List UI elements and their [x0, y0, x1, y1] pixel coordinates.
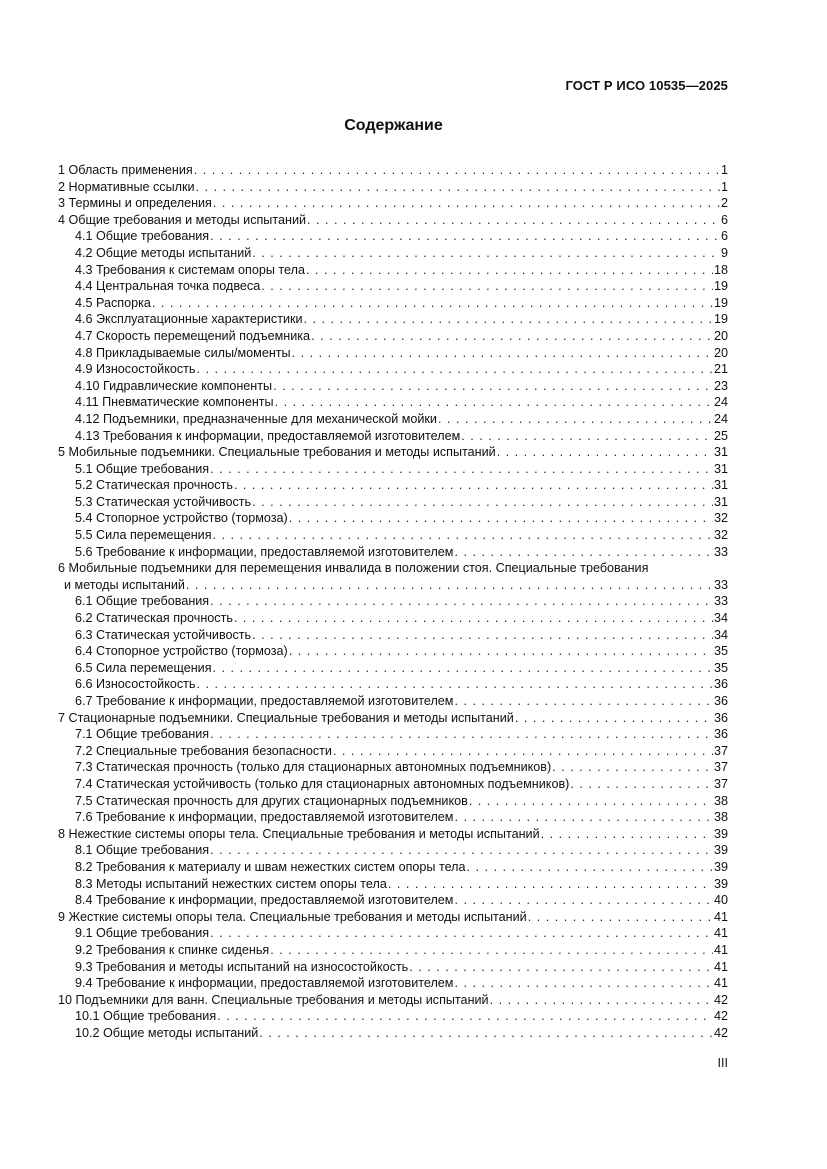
toc-entry-page: 23	[713, 378, 728, 393]
table-of-contents	[58, 162, 728, 1041]
toc-leader-dots	[234, 477, 713, 494]
toc-entry[interactable]	[58, 643, 728, 660]
toc-entry-label: 7.6 Требование к информации, предоставляемой изготовителем	[75, 810, 454, 825]
toc-leader-dots	[210, 461, 713, 478]
toc-entry[interactable]	[58, 1008, 728, 1025]
toc-entry-page: 42	[713, 1025, 728, 1040]
toc-leader-dots	[210, 842, 713, 859]
toc-entry[interactable]	[58, 278, 728, 295]
toc-entry[interactable]	[58, 710, 728, 727]
toc-entry-label: 7 Стационарные подъемники. Специальные требования и методы испытаний	[58, 710, 514, 725]
toc-entry-page: 31	[713, 461, 728, 476]
toc-entry[interactable]	[58, 842, 728, 859]
toc-entry-page: 41	[713, 909, 728, 924]
toc-leader-dots	[194, 162, 720, 179]
toc-entry-label: 4.10 Гидравлические компоненты	[75, 378, 273, 393]
toc-entry-page: 6	[720, 229, 728, 244]
toc-entry-label: 6.5 Сила перемещения	[75, 660, 212, 675]
toc-entry-label: 5.3 Статическая устойчивость	[75, 494, 252, 509]
toc-entry-page: 35	[713, 644, 728, 659]
toc-entry[interactable]	[58, 776, 728, 793]
toc-entry[interactable]	[58, 477, 728, 494]
toc-leader-dots	[213, 527, 713, 544]
toc-entry[interactable]	[58, 378, 728, 395]
toc-leader-dots	[461, 428, 713, 445]
toc-leader-dots	[454, 544, 713, 561]
toc-entry[interactable]	[58, 759, 728, 776]
toc-leader-dots	[497, 444, 713, 461]
toc-entry-label: 4.5 Распорка	[75, 295, 151, 310]
toc-entry-page: 39	[713, 876, 728, 891]
toc-entry-label: 2 Нормативные ссылки	[58, 179, 195, 194]
toc-entry[interactable]	[58, 228, 728, 245]
toc-entry-page: 32	[713, 528, 728, 543]
toc-entry-page: 42	[713, 1009, 728, 1024]
toc-leader-dots	[454, 693, 713, 710]
toc-leader-dots	[152, 295, 713, 312]
toc-leader-dots	[210, 228, 720, 245]
page-title: Содержание	[344, 117, 443, 134]
toc-leader-dots	[307, 212, 720, 229]
toc-entry[interactable]	[58, 411, 728, 428]
toc-entry[interactable]	[58, 660, 728, 677]
toc-entry-label: 10.1 Общие требования	[75, 1009, 217, 1024]
toc-leader-dots	[570, 776, 713, 793]
toc-entry[interactable]	[58, 328, 728, 345]
toc-entry[interactable]	[58, 394, 728, 411]
toc-entry[interactable]	[58, 975, 728, 992]
toc-entry[interactable]	[58, 909, 728, 926]
toc-leader-dots	[333, 743, 713, 760]
toc-entry-page: 19	[713, 312, 728, 327]
toc-entry-page: 40	[713, 893, 728, 908]
toc-entry-label: 5.6 Требование к информации, предоставляемой изготовителем	[75, 544, 454, 559]
document-number: ГОСТ Р ИСО 10535—2025	[565, 78, 728, 93]
toc-entry[interactable]	[58, 726, 728, 743]
toc-entry-label: 7.4 Статическая устойчивость (только для стационарных автономных подъемников)	[75, 776, 570, 791]
toc-entry-label: 8.1 Общие требования	[75, 843, 210, 858]
toc-entry-page: 20	[713, 328, 728, 343]
toc-entry[interactable]	[58, 577, 728, 594]
toc-entry-label: 6.4 Стопорное устройство (тормоза)	[75, 644, 288, 659]
toc-entry-page: 37	[713, 776, 728, 791]
toc-entry-label: 7.2 Специальные требования безопасности	[75, 743, 332, 758]
toc-entry-label: 9.4 Требование к информации, предоставляемой изготовителем	[75, 976, 454, 991]
toc-entry-label: 6 Мобильные подъемники для перемещения инвалида в положении стоя. Специальные требования	[58, 561, 649, 576]
toc-entry[interactable]	[58, 959, 728, 976]
toc-leader-dots	[289, 510, 713, 527]
toc-leader-dots	[490, 992, 713, 1009]
toc-entry-page: 33	[713, 577, 728, 592]
toc-leader-dots	[306, 262, 713, 279]
toc-entry-label: 4.11 Пневматические компоненты	[75, 395, 274, 410]
toc-entry-label: 4.9 Износостойкость	[75, 362, 196, 377]
toc-entry[interactable]	[58, 361, 728, 378]
toc-leader-dots	[252, 627, 713, 644]
toc-entry-label: 5 Мобильные подъемники. Специальные требования и методы испытаний	[58, 445, 496, 460]
toc-leader-dots	[196, 361, 713, 378]
toc-entry[interactable]	[58, 593, 728, 610]
toc-entry-label: 8 Нежесткие системы опоры тела. Специальные требования и методы испытаний	[58, 826, 540, 841]
toc-entry-label: и методы испытаний	[64, 577, 185, 592]
toc-entry-label: 6.3 Статическая устойчивость	[75, 627, 252, 642]
toc-leader-dots	[454, 809, 713, 826]
toc-entry-page: 36	[713, 727, 728, 742]
toc-entry[interactable]	[58, 743, 728, 760]
toc-leader-dots	[454, 975, 713, 992]
toc-entry-page: 36	[713, 677, 728, 692]
toc-leader-dots	[186, 577, 713, 594]
toc-entry-page: 37	[713, 743, 728, 758]
toc-entry-page: 6	[720, 212, 728, 227]
toc-leader-dots	[210, 593, 713, 610]
toc-leader-dots	[261, 278, 713, 295]
toc-entry[interactable]	[58, 345, 728, 362]
toc-entry-page: 38	[713, 793, 728, 808]
toc-entry-label: 5.5 Сила перемещения	[75, 528, 212, 543]
toc-entry-label: 6.7 Требование к информации, предоставляемой изготовителем	[75, 694, 454, 708]
toc-entry-page: 39	[713, 859, 728, 874]
toc-entry-label: 10 Подъемники для ванн. Специальные требования и методы испытаний	[58, 992, 489, 1007]
toc-entry[interactable]	[58, 162, 728, 179]
toc-entry[interactable]	[58, 527, 728, 544]
toc-entry-page: 25	[713, 428, 728, 443]
toc-entry[interactable]	[58, 461, 728, 478]
toc-entry-label: 1 Область применения	[58, 163, 193, 177]
toc-entry-page: 41	[713, 959, 728, 974]
toc-entry-label: 4.1 Общие требования	[75, 229, 210, 244]
toc-leader-dots	[541, 826, 713, 843]
toc-leader-dots	[196, 676, 713, 693]
toc-entry[interactable]	[58, 1025, 728, 1042]
toc-entry-label: 4 Общие требования и методы испытаний	[58, 212, 307, 227]
toc-entry-page: 31	[713, 478, 728, 493]
toc-entry-page: 19	[713, 279, 728, 294]
toc-entry-page: 39	[713, 826, 728, 841]
toc-leader-dots	[438, 411, 713, 428]
toc-entry[interactable]	[58, 494, 728, 511]
toc-entry-page: 41	[713, 942, 728, 957]
toc-leader-dots	[259, 1025, 713, 1042]
toc-entry[interactable]	[58, 195, 728, 212]
toc-entry-page: 18	[713, 262, 728, 277]
toc-entry-label: 5.2 Статическая прочность	[75, 478, 233, 493]
toc-entry-page: 34	[713, 627, 728, 642]
toc-entry-page: 20	[713, 345, 728, 360]
toc-leader-dots	[311, 328, 713, 345]
toc-entry-page: 39	[713, 843, 728, 858]
toc-entry[interactable]	[58, 428, 728, 445]
toc-entry-page: 32	[713, 511, 728, 526]
toc-leader-dots	[467, 859, 713, 876]
toc-leader-dots	[454, 892, 713, 909]
toc-entry-label: 8.2 Требования к материалу и швам нежестких систем опоры тела	[75, 859, 466, 874]
toc-entry[interactable]	[58, 859, 728, 876]
toc-entry-label: 7.5 Статическая прочность для других стационарных подъемников	[75, 793, 468, 808]
toc-entry[interactable]	[58, 992, 728, 1009]
toc-entry-label: 9.2 Требования к спинке сиденья	[75, 942, 270, 957]
toc-entry-label: 10.2 Общие методы испытаний	[75, 1025, 259, 1040]
toc-entry-label: 6.6 Износостойкость	[75, 677, 196, 692]
toc-entry-page: 35	[713, 660, 728, 675]
toc-entry[interactable]	[58, 693, 728, 710]
toc-leader-dots	[270, 942, 713, 959]
toc-leader-dots	[388, 876, 713, 893]
toc-entry[interactable]	[58, 826, 728, 843]
toc-entry[interactable]	[58, 245, 728, 262]
toc-leader-dots	[252, 245, 720, 262]
toc-leader-dots	[213, 660, 713, 677]
toc-leader-dots	[289, 643, 713, 660]
toc-leader-dots	[210, 925, 713, 942]
toc-entry-page: 31	[713, 494, 728, 509]
toc-entry-label: 9.3 Требования и методы испытаний на износостойкость	[75, 959, 409, 974]
toc-leader-dots	[234, 610, 713, 627]
toc-entry[interactable]	[58, 925, 728, 942]
toc-leader-dots	[252, 494, 713, 511]
toc-entry-page: 42	[713, 992, 728, 1007]
toc-entry-label: 4.2 Общие методы испытаний	[75, 245, 252, 260]
toc-entry-page: 36	[713, 710, 728, 725]
toc-entry-label: 4.3 Требования к системам опоры тела	[75, 262, 305, 277]
toc-entry[interactable]	[58, 262, 728, 279]
toc-leader-dots	[528, 909, 713, 926]
toc-entry[interactable]	[58, 809, 728, 826]
toc-entry-label: 9 Жесткие системы опоры тела. Специальные требования и методы испытаний	[58, 909, 527, 924]
toc-entry[interactable]	[58, 295, 728, 312]
toc-leader-dots	[409, 959, 713, 976]
toc-entry-page: 1	[720, 163, 728, 177]
toc-entry[interactable]	[58, 676, 728, 693]
toc-entry[interactable]	[58, 627, 728, 644]
toc-entry[interactable]	[58, 560, 728, 577]
toc-entry-page: 37	[713, 760, 728, 775]
toc-entry[interactable]	[58, 444, 728, 461]
toc-entry[interactable]	[58, 212, 728, 229]
toc-entry-page: 41	[713, 976, 728, 991]
toc-entry[interactable]	[58, 610, 728, 627]
toc-leader-dots	[275, 394, 713, 411]
toc-entry[interactable]	[58, 311, 728, 328]
toc-entry-page: 33	[713, 594, 728, 609]
toc-leader-dots	[469, 793, 713, 810]
toc-entry-page: 24	[713, 411, 728, 426]
toc-entry-label: 7.1 Общие требования	[75, 727, 210, 742]
toc-entry[interactable]	[58, 544, 728, 561]
toc-entry[interactable]	[58, 510, 728, 527]
toc-entry-label: 9.1 Общие требования	[75, 926, 210, 941]
toc-leader-dots	[196, 179, 720, 196]
toc-entry-page: 2	[720, 196, 728, 211]
toc-entry-label: 4.6 Эксплуатационные характеристики	[75, 312, 303, 327]
toc-leader-dots	[273, 378, 713, 395]
toc-leader-dots	[304, 311, 713, 328]
toc-entry[interactable]	[58, 876, 728, 893]
toc-leader-dots	[515, 710, 713, 727]
toc-leader-dots	[213, 195, 720, 212]
toc-leader-dots	[552, 759, 713, 776]
toc-entry[interactable]	[58, 892, 728, 909]
toc-entry-page: 21	[713, 362, 728, 377]
toc-entry-label: 4.7 Скорость перемещений подъемника	[75, 328, 311, 343]
toc-leader-dots	[217, 1008, 713, 1025]
toc-entry[interactable]	[58, 793, 728, 810]
toc-entry-page: 1	[720, 179, 728, 194]
toc-entry-page: 9	[720, 245, 728, 260]
toc-entry-page: 24	[713, 395, 728, 410]
toc-entry-page: 33	[713, 544, 728, 559]
toc-entry-page: 31	[713, 445, 728, 460]
toc-leader-dots	[292, 345, 713, 362]
toc-entry-label: 4.13 Требования к информации, предоставляемой изготовителем	[75, 428, 461, 443]
toc-entry-label: 4.12 Подъемники, предназначенные для механической мойки	[75, 411, 437, 426]
page-number: III	[717, 1056, 728, 1070]
toc-leader-dots	[210, 726, 713, 743]
toc-entry-label: 5.4 Стопорное устройство (тормоза)	[75, 511, 288, 526]
toc-entry-page: 38	[713, 810, 728, 825]
toc-entry-label: 7.3 Статическая прочность (только для стационарных автономных подъемников)	[75, 760, 552, 775]
toc-entry-label: 4.4 Центральная точка подвеса	[75, 279, 261, 294]
toc-entry-page: 41	[713, 926, 728, 941]
toc-entry-page: 36	[713, 694, 728, 708]
toc-entry-label: 4.8 Прикладываемые силы/моменты	[75, 345, 291, 360]
toc-entry-label: 8.3 Методы испытаний нежестких систем опоры тела	[75, 876, 387, 891]
toc-entry-page: 19	[713, 295, 728, 310]
toc-entry-label: 6.2 Статическая прочность	[75, 611, 233, 626]
toc-entry-page: 34	[713, 611, 728, 626]
toc-entry-label: 5.1 Общие требования	[75, 461, 210, 476]
toc-entry[interactable]	[58, 179, 728, 196]
toc-entry[interactable]	[58, 942, 728, 959]
toc-entry-label: 3 Термины и определения	[58, 196, 212, 211]
toc-entry-label: 8.4 Требование к информации, предоставляемой изготовителем	[75, 893, 454, 908]
toc-entry-label: 6.1 Общие требования	[75, 594, 210, 609]
